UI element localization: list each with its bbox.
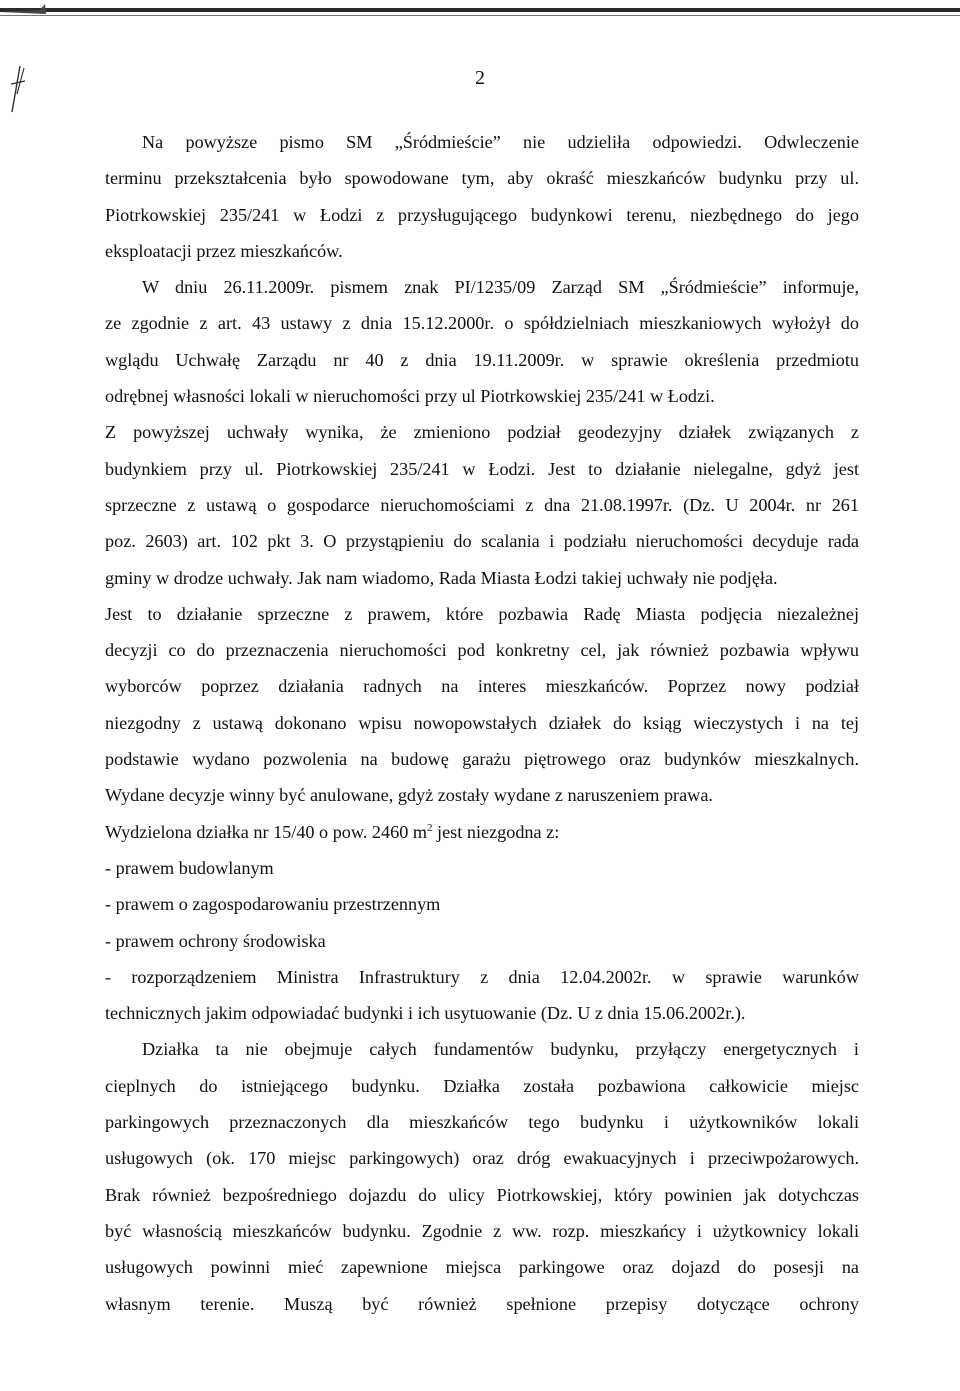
text-line: eksploatacji przez mieszkańców. xyxy=(105,240,343,261)
text-line: - prawem ochrony środowiska xyxy=(105,930,326,951)
text-line: niezgodny z ustawą dokonano wpisu nowopowstałych działek do ksiąg wieczystych i na tej xyxy=(105,712,859,733)
text-line: Działka ta nie obejmuje całych fundamentów budynku, przyłączy energetycznych i xyxy=(142,1039,859,1060)
scan-top-rule-thin xyxy=(0,15,960,16)
text-line: parkingowych przeznaczonych dla mieszkańców tego budynku i użytkowników lokali xyxy=(105,1112,859,1133)
text-line: gminy w drodze uchwały. Jak nam wiadomo, Rada Miasta Łodzi takiej uchwały nie podjęła. xyxy=(105,567,778,588)
text-line: - prawem o zagospodarowaniu przestrzennym xyxy=(105,894,441,915)
text-line: budynkiem przy ul. Piotrkowskiej 235/241 w Łodzi. Jest to działanie nielegalne, gdyż jest xyxy=(105,458,859,479)
text-line: terminu przekształcenia było spowodowane tym, aby okraść mieszkańców budynku przy ul. xyxy=(105,168,859,189)
page-number: 2 xyxy=(475,67,485,89)
document-body xyxy=(105,124,859,1322)
text-line: Wydzielona działka nr 15/40 o pow. 2460 $m^2$ jest niezgodna z: xyxy=(105,821,560,842)
text-line: Piotrkowskiej 235/241 w Łodzi z przysługującego budynkowi terenu, niezbędnego do jego xyxy=(105,204,859,225)
text-line: odrębnej własności lokali w nieruchomości przy ul Piotrkowskiej 235/241 w Łodzi. xyxy=(105,386,715,407)
text-line: Wydane decyzje winny być anulowane, gdyż zostały wydane z naruszeniem prawa. xyxy=(105,785,713,806)
text-line: Na powyższe pismo SM „Śródmieście” nie udzieliła odpowiedzi. Odwleczenie xyxy=(142,132,859,152)
text-line: Jest to działanie sprzeczne z prawem, które pozbawia Radę Miasta podjęcia niezależnej xyxy=(105,603,859,624)
text-line: Brak również bezpośredniego dojazdu do ulicy Piotrkowskiej, który powinien jak dotychczas xyxy=(105,1184,859,1205)
text-line: usługowych powinni mieć zapewnione miejsca parkingowe oraz dojazd do posesji na xyxy=(105,1257,859,1278)
text-line: decyzji co do przeznaczenia nieruchomości pod konkretny cel, jak również pozbawia wpływu xyxy=(105,640,859,661)
text-line: cieplnych do istniejącego budynku. Działka została pozbawiona całkowicie miejsc xyxy=(105,1075,859,1096)
text-line: wyborców poprzez działania radnych na interes mieszkańców. Poprzez nowy podział xyxy=(105,676,859,697)
text-line: sprzeczne z ustawą o gospodarce nieruchomościami z dna 21.08.1997r. (Dz. U 2004r. nr 261 xyxy=(105,494,859,515)
text-line: - rozporządzeniem Ministra Infrastruktury z dnia 12.04.2002r. w sprawie warunków xyxy=(105,966,859,987)
text-line: poz. 2603) art. 102 pkt 3. O przystąpieniu do scalania i podziału nieruchomości decyduje rada xyxy=(105,531,859,552)
text-line: usługowych (ok. 170 miejsc parkingowych) oraz dróg ewakuacyjnych i przeciwpożarowych. xyxy=(105,1148,859,1169)
text-line: własnym terenie. Muszą być również spełnione przepisy dotyczące ochrony xyxy=(105,1293,859,1314)
text-line: W dniu 26.11.2009r. pismem znak PI/1235/09 Zarząd SM „Śródmieście” informuje, xyxy=(142,277,859,298)
text-line: - prawem budowlanym xyxy=(105,857,274,878)
text-line: wglądu Uchwałę Zarządu nr 40 z dnia 19.11.2009r. w sprawie określenia przedmiotu xyxy=(105,349,859,370)
text-line: Z powyższej uchwały wynika, że zmieniono podział geodezyjny działek związanych z xyxy=(105,422,859,443)
scan-corner-mark-icon xyxy=(0,0,60,20)
text-line: ze zgodnie z art. 43 ustawy z dnia 15.12.2000r. o spółdzielniach mieszkaniowych wyłożył do xyxy=(105,313,859,334)
text-line: być własnością mieszkańców budynku. Zgodnie z ww. rozp. mieszkańcy i użytkownicy lokali xyxy=(105,1220,859,1241)
scan-top-rule xyxy=(0,8,960,12)
text-line: podstawie wydano pozwolenia na budowę garażu piętrowego oraz budynków mieszkalnych. xyxy=(105,749,859,770)
text-line: technicznych jakim odpowiadać budynki i ich usytuowanie (Dz. U z dnia 15.06.2002r.). xyxy=(105,1003,746,1024)
